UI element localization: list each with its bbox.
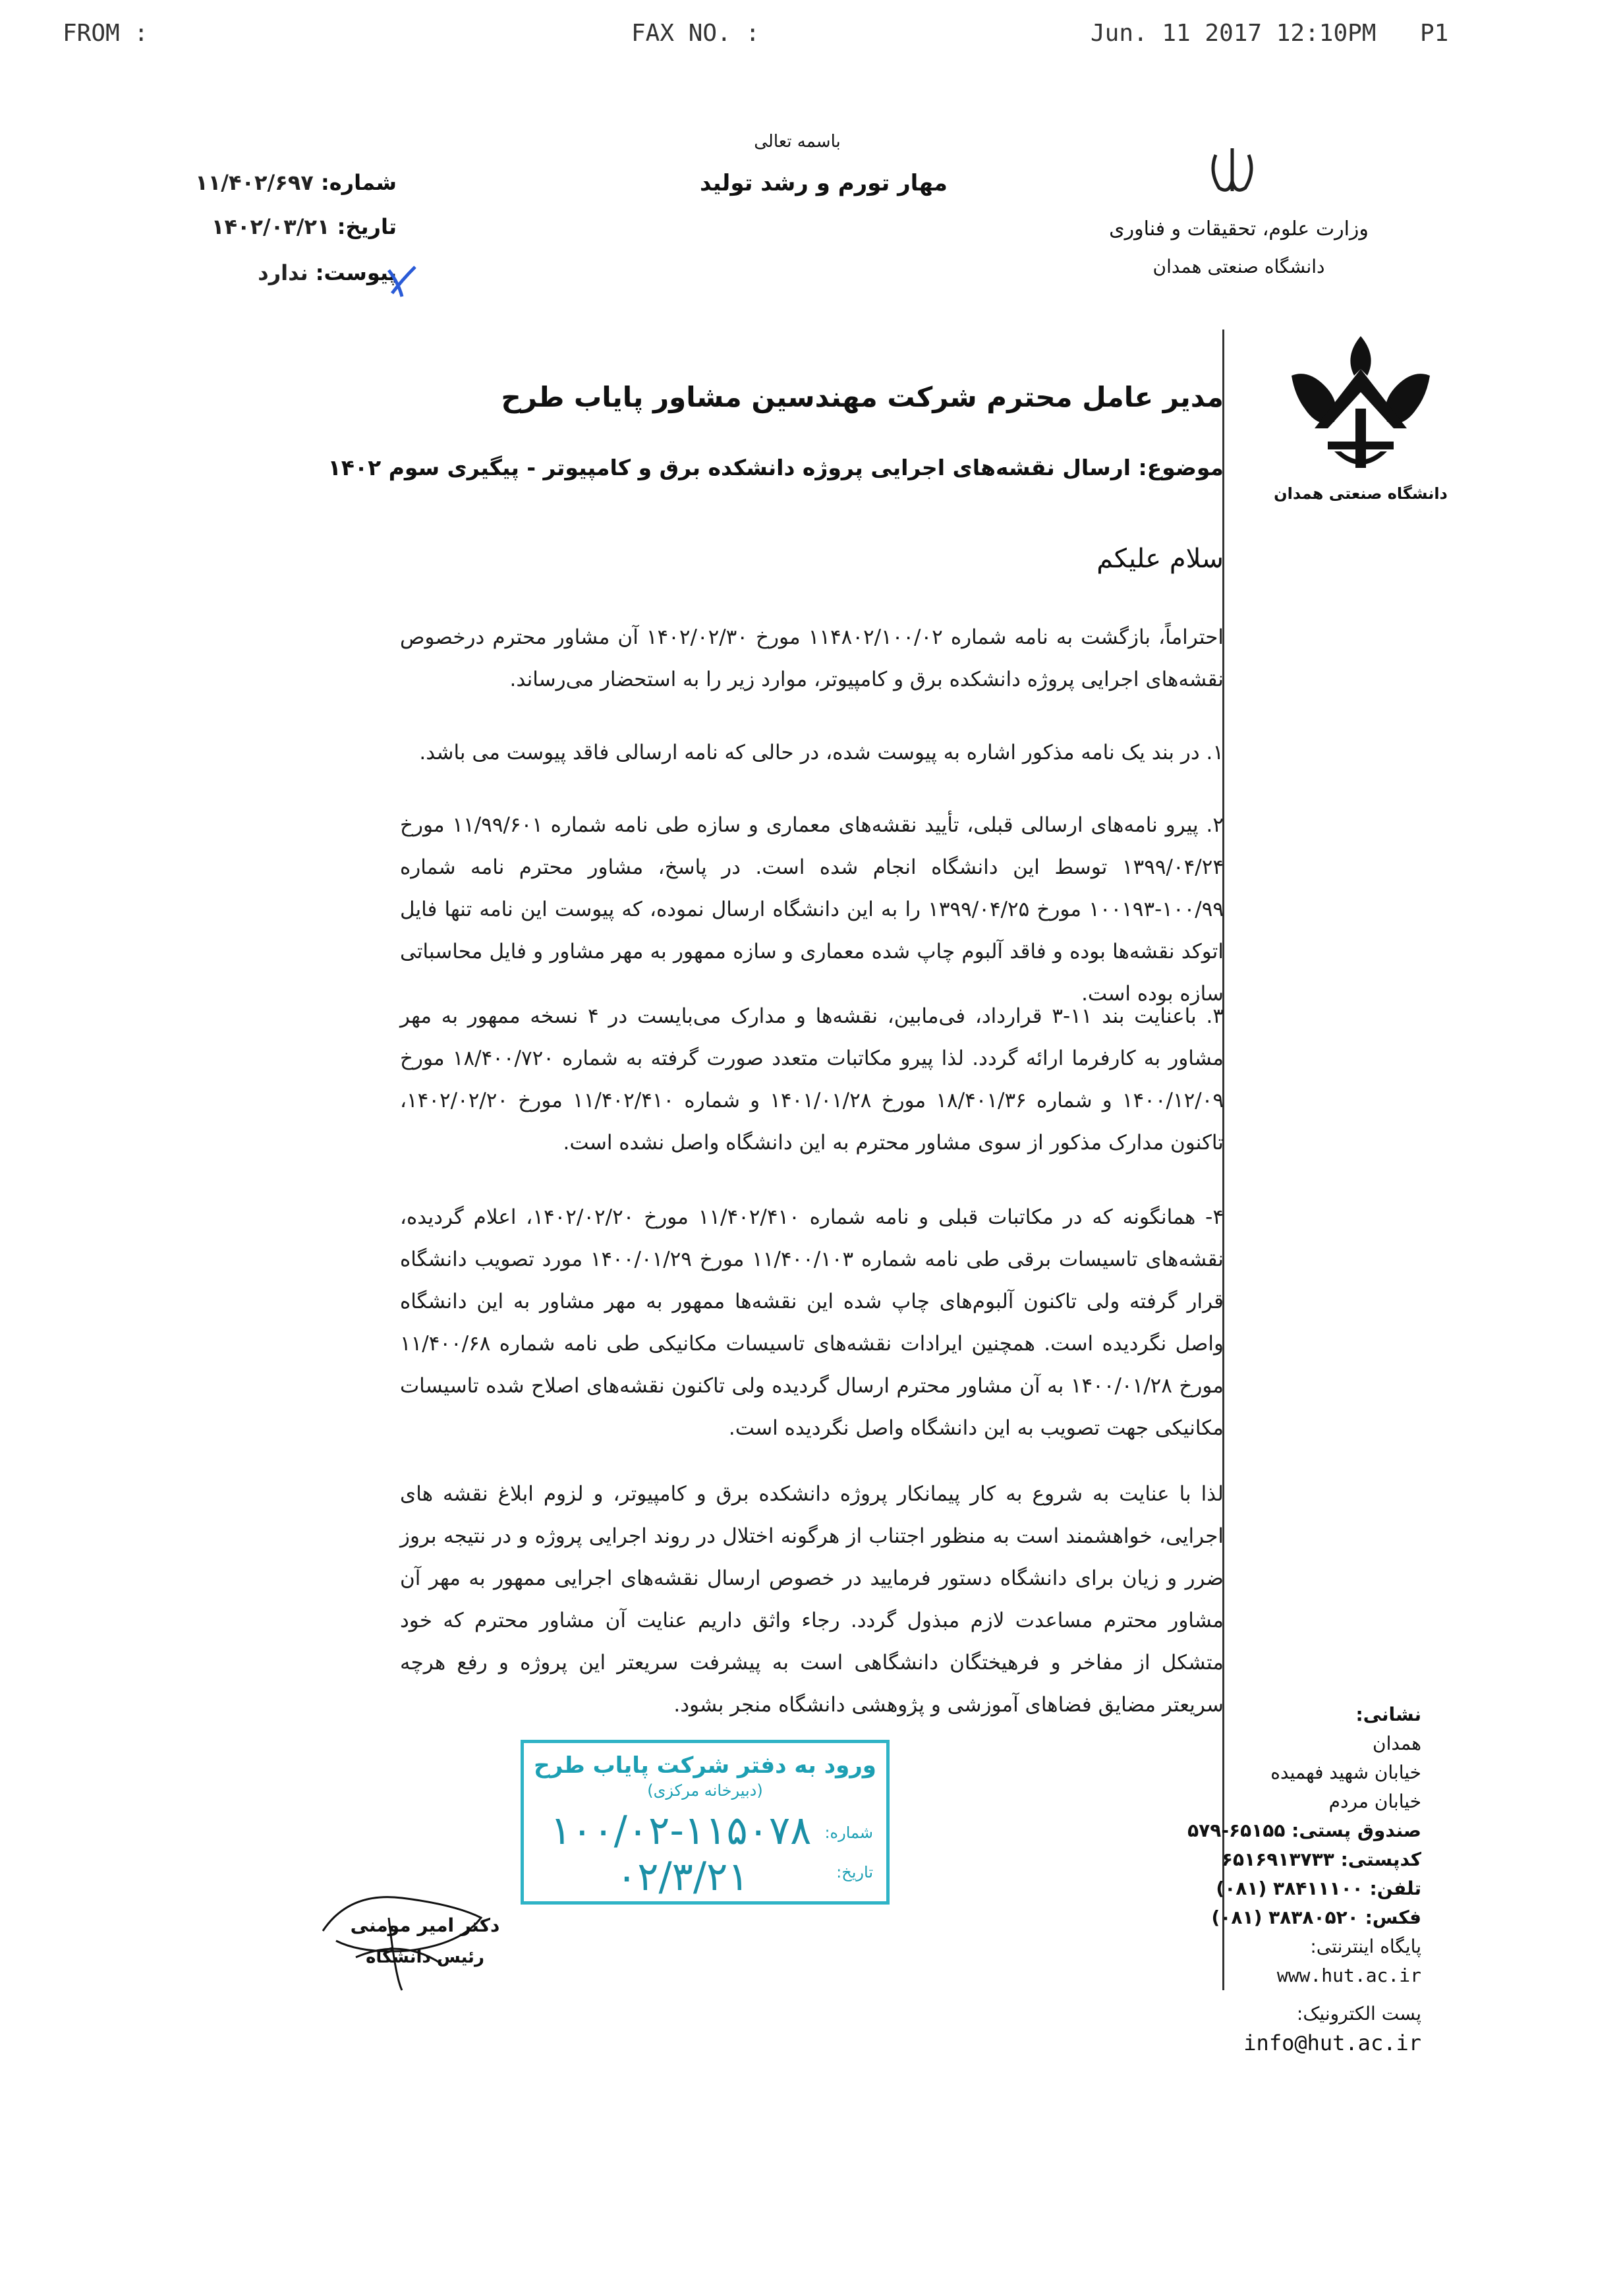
- fax-from: FROM :: [63, 20, 149, 47]
- stamp-number-label: شماره:: [824, 1823, 873, 1842]
- university-name: دانشگاه صنعتی همدان: [1152, 256, 1325, 277]
- address-block: [1184, 1700, 1421, 2057]
- address-label: نشانی:: [1355, 1704, 1421, 1725]
- address-phone: تلفن: ۳۸۴۱۱۱۰۰ (۰۸۱): [1216, 1878, 1421, 1899]
- logo-caption: دانشگاه صنعتی همدان: [1274, 484, 1448, 503]
- receipt-stamp: [521, 1740, 890, 1905]
- fax-datetime: Jun. 11 2017 12:10PM: [1091, 20, 1377, 47]
- email-link[interactable]: info@hut.ac.ir: [1243, 2030, 1421, 2055]
- check-mark-icon: [385, 264, 418, 300]
- ministry-name: وزارت علوم، تحقیقات و فناوری: [1109, 217, 1369, 241]
- paragraph-item-3: ۳. باعنایت بند ۱۱-۳ قرارداد، فی‌مابین، نقشه‌ها و مدارک می‌بایست در ۴ نسخه ممهور به مهر مشاور به کارفرما ارائه گردد. لذا پیرو مکاتبات متعدد صورت گرفته به شماره ۱۸/۴۰۰/۷۲۰ مورخ ۱۴۰۰/۱۲/۰۹ و شماره ۱۸/۴۰۱/۳۶ مورخ ۱۴۰۱/۰۱/۲۸ و شماره ۱۱/۴۰۲/۴۱۰ مورخ ۱۴۰۲/۰۲/۲۰، تاکنون مدارک مذکور از سوی مشاور محترم به این دانشگاه واصل نشده است.: [400, 1004, 1224, 1155]
- bismillah: باسمه تعالی: [754, 132, 841, 152]
- address-street-2: خیابان مردم: [1328, 1791, 1421, 1812]
- paragraph-closing: لذا با عنایت به شروع به کار پیمانکار پروژه دانشکده برق و کامپیوتر، و لزوم ابلاغ نقشه های اجرایی، خواهشمند است به منظور اجتناب از هرگونه اختلال در روند اجرایی پروژه و در نتیجه بروز ضرر و زیان برای دانشگاه دستور فرمایید در خصوص ارسال نقشه‌های اجرایی ممهور به مهر آن مشاور محترم مساعدت لازم مبذول گردد. رجاء واثق داریم عنایت آن مشاور محترم که خود متشکل از مفاخر و فرهیختگان دانشگاهی است به پیشرفت سریعتر این پروژه و رفع هرچه سریعتر مضایق فضاهای آموزشی و پژوهشی دانشگاه منجر بشود.: [400, 1482, 1224, 1717]
- stamp-title: ورود به دفتر شرکت پایاب طرح: [534, 1752, 876, 1779]
- subject-label: موضوع:: [1138, 455, 1224, 480]
- stamp-date-label: تاریخ:: [836, 1863, 873, 1881]
- letter-date: تاریخ: ۱۴۰۲/۰۳/۲۱: [211, 214, 397, 239]
- signatory-title: رئیس دانشگاه: [366, 1947, 484, 1967]
- letter-attachment-value: ندارد: [258, 260, 308, 285]
- fax-number: FAX NO. :: [631, 20, 760, 47]
- stamp-number-value: ۱۰۰/۰۲-۱۱۵۰۷۸: [550, 1808, 812, 1854]
- stamp-subtitle: (دبیرخانه مرکزی): [647, 1781, 763, 1800]
- letter-number: شماره: ۱۱/۴۰۲/۶۹۷: [195, 170, 397, 195]
- paragraph-intro: احتراماً، بازگشت به نامه شماره ۱۱۴۸۰۲/۱۰۰/۰۲ مورخ ۱۴۰۲/۰۲/۳۰ آن مشاور محترم درخصوص نقشه‌های اجرایی پروژه دانشکده برق و کامپیوتر، موارد زیر را به استحضار می‌رساند.: [400, 625, 1224, 691]
- university-logo-icon: [1282, 330, 1440, 481]
- letter-attachment: پیوست: ندارد: [258, 260, 397, 285]
- greeting: سلام علیکم: [1096, 544, 1224, 574]
- slogan: مهار تورم و رشد تولید: [700, 170, 948, 196]
- letter-date-value: ۱۴۰۲/۰۳/۲۱: [211, 214, 330, 239]
- stamp-date-value: ۰۲/۳/۲۱: [616, 1854, 749, 1900]
- signatory-name: دکتر امیر مومنی: [350, 1914, 500, 1936]
- address-street-1: خیابان شهید فهمیده: [1270, 1762, 1421, 1783]
- subject-text: ارسال نقشه‌های اجرایی پروژه دانشکده برق و کامپیوتر - پیگیری سوم ۱۴۰۲: [327, 455, 1131, 480]
- address-fax: فکس: ۳۸۳۸۰۵۲۰ (۰۸۱): [1211, 1907, 1421, 1928]
- paragraph-item-2: ۲. پیرو نامه‌های ارسالی قبلی، تأیید نقشه‌های معماری و سازه طی نامه شماره ۱۱/۹۹/۶۰۱ مورخ ۱۳۹۹/۰۴/۲۴ توسط این دانشگاه انجام شده است. در پاسخ، مشاور محترم نامه شماره ۱۰۰/۹۹-۱۰۰۱۹۳ مورخ ۱۳۹۹/۰۴/۲۵ را به این دانشگاه ارسال نموده، که پیوست این نامه تنها فایل اتوکد نقشه‌ها بوده و فاقد آلبوم چاپ شده معماری و سازه ممهور به مهر مشاور و فایل محاسباتی سازه بوده است.: [400, 813, 1224, 1006]
- address-web-label: پایگاه اینترنتی:: [1310, 1936, 1421, 1957]
- fax-page: P1: [1420, 20, 1449, 47]
- address-city: همدان: [1373, 1733, 1421, 1754]
- signature-icon: [310, 1878, 501, 2003]
- address-pobox: صندوق پستی: ۶۵۱۵۵-۵۷۹: [1187, 1820, 1421, 1841]
- emblem-icon: [1203, 142, 1262, 201]
- paragraph-item-4: ۴- همانگونه که در مکاتبات قبلی و نامه شماره ۱۱/۴۰۲/۴۱۰ مورخ ۱۴۰۲/۰۲/۲۰، اعلام گردیده، نقشه‌های تاسیسات برقی طی نامه شماره ۱۱/۴۰۰/۱۰۳ مورخ ۱۴۰۰/۰۱/۲۹ مورد تصویب دانشگاه قرار گرفته ولی تاکنون آلبوم‌های چاپ شده این نقشه‌ها ممهور به مهر مشاور به این دانشگاه واصل نگردیده است. همچنین ایرادات نقشه‌های تاسیسات مکانیکی طی نامه شماره ۱۱/۴۰۰/۶۸ مورخ ۱۴۰۰/۰۱/۲۸ به آن مشاور محترم ارسال گردیده ولی تاکنون نقشه‌های اصلاح شده تاسیسات مکانیکی جهت تصویب به این دانشگاه واصل نگردیده است.: [400, 1205, 1224, 1440]
- letter-number-value: ۱۱/۴۰۲/۶۹۷: [195, 170, 314, 195]
- website-link[interactable]: www.hut.ac.ir: [1276, 1965, 1421, 1986]
- subject-line: [301, 455, 1224, 480]
- address-email-label: پست الکترونیک:: [1296, 2003, 1421, 2024]
- recipient: مدیر عامل محترم شرکت مهندسین مشاور پایاب طرح: [501, 381, 1224, 413]
- paragraph-item-1: ۱. در بند یک نامه مذکور اشاره به پیوست شده، در حالی که نامه ارسالی فاقد پیوست می باشد.: [419, 741, 1224, 764]
- address-postal: کدپستی: ۶۵۱۶۹۱۳۷۳۳: [1221, 1849, 1421, 1870]
